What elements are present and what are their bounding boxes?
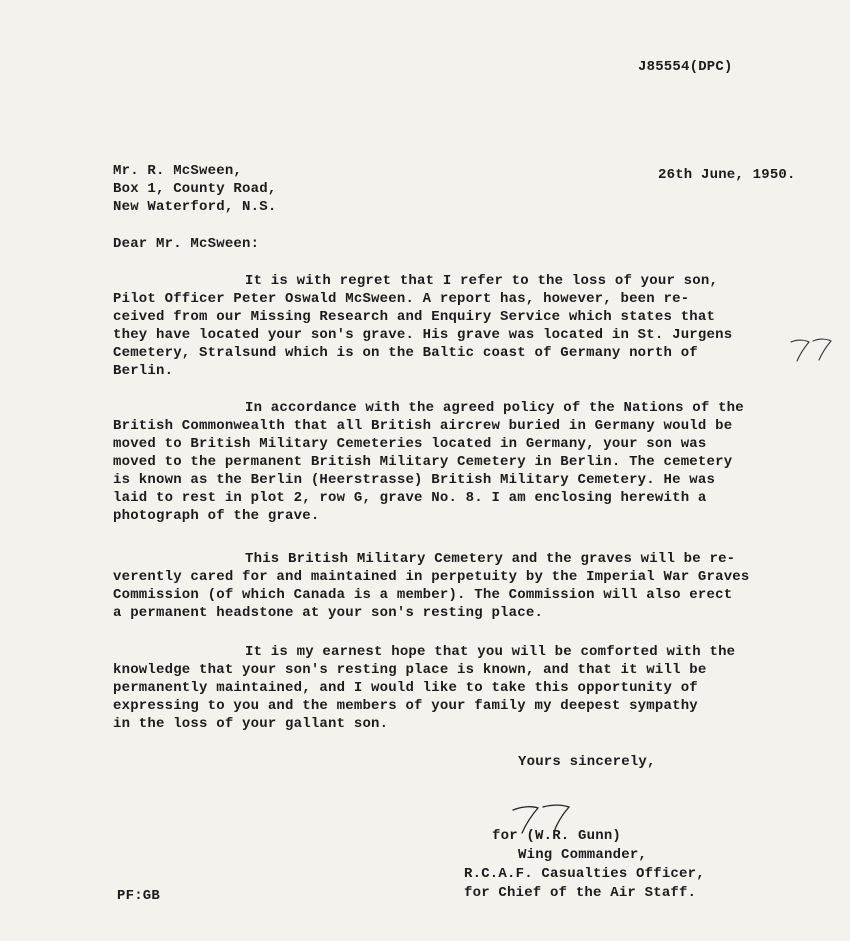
paragraph-line: they have located your son's grave. His grave was located in St. Jurgens [113,327,733,343]
signatory-title: for Chief of the Air Staff. [464,885,697,901]
paragraph-line: Pilot Officer Peter Oswald McSween. A report has, however, been re- [113,291,690,307]
paragraph-line: moved to the permanent British Military Cemetery in Berlin. The cemetery [113,454,733,470]
signatory-title: R.C.A.F. Casualties Officer, [464,866,705,882]
valediction: Yours sincerely, [518,754,656,770]
paragraph-line: This British Military Cemetery and the graves will be re- [245,551,736,567]
handwritten-margin-mark [788,334,840,364]
reference-number: J85554(DPC) [638,59,733,75]
paragraph-line: British Commonwealth that all British aircrew buried in Germany would be [113,418,733,434]
paragraph-line: ceived from our Missing Research and Enquiry Service which states that [113,309,716,325]
recipient-address-line: Box 1, County Road, [113,181,277,197]
paragraph-line: Berlin. [113,363,174,379]
paragraph-line: is known as the Berlin (Heerstrasse) British Military Cemetery. He was [113,472,716,488]
paragraph-line: knowledge that your son's resting place is known, and that it will be [113,662,707,678]
salutation: Dear Mr. McSween: [113,236,260,252]
paragraph-line: It is with regret that I refer to the loss of your son, [245,273,719,289]
letter-date: 26th June, 1950. [658,167,796,183]
paragraph-line: verently cared for and maintained in perpetuity by the Imperial War Graves [113,569,750,585]
typist-initials: PF:GB [117,888,161,904]
paragraph-line: In accordance with the agreed policy of the Nations of the [245,400,744,416]
paragraph-line: moved to British Military Cemeteries located in Germany, your son was [113,436,707,452]
signatory-name: for (W.R. Gunn) [492,828,622,844]
paragraph-line: expressing to you and the members of your family my deepest sympathy [113,698,698,714]
paragraph-line: Commission (of which Canada is a member). The Commission will also erect [113,587,733,603]
paragraph-line: Cemetery, Stralsund which is on the Baltic coast of Germany north of [113,345,698,361]
paragraph-line: laid to rest in plot 2, row G, grave No. 8. I am enclosing herewith a [113,490,707,506]
paragraph-line: in the loss of your gallant son. [113,716,389,732]
paragraph-line: a permanent headstone at your son's resting place. [113,605,544,621]
recipient-address-line: New Waterford, N.S. [113,199,277,215]
paragraph-line: photograph of the grave. [113,508,320,524]
paragraph-line: It is my earnest hope that you will be comforted with the [245,644,736,660]
paragraph-line: permanently maintained, and I would like to take this opportunity of [113,680,698,696]
signatory-title: Wing Commander, [518,847,648,863]
recipient-name: Mr. R. McSween, [113,163,243,179]
